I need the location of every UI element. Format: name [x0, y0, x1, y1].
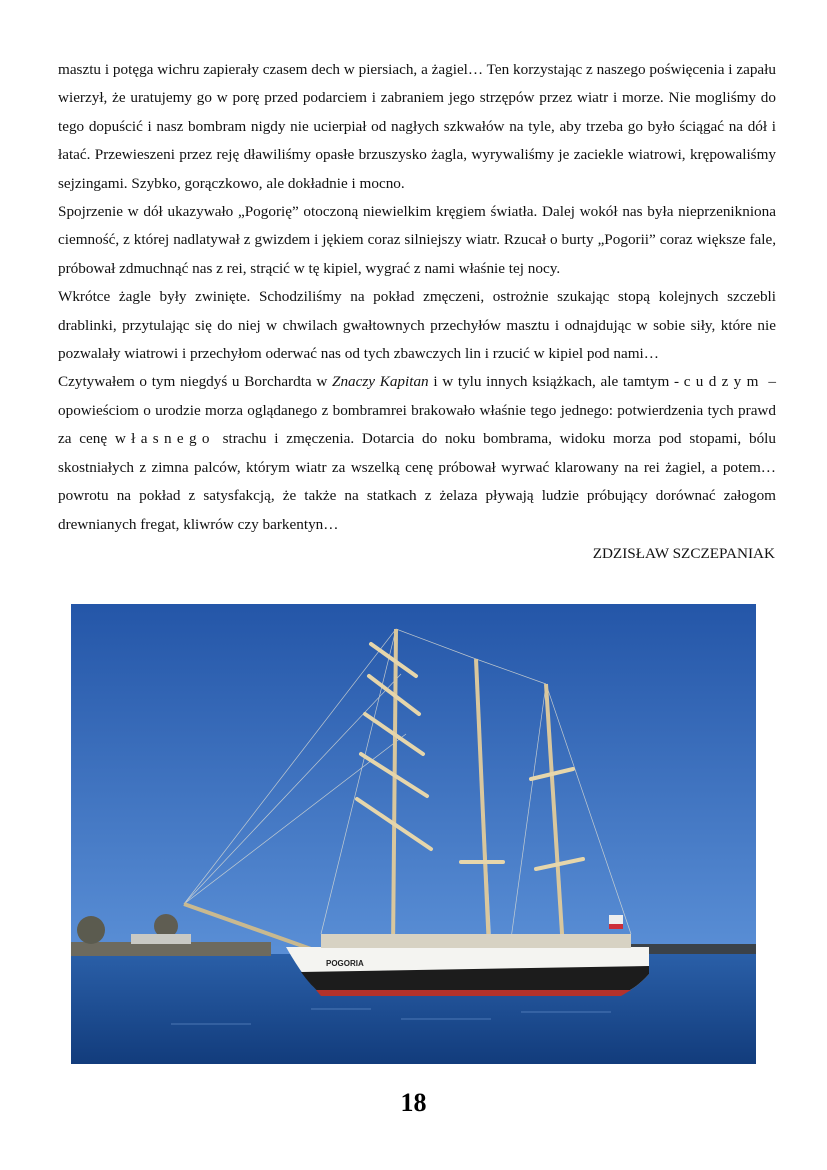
spaced-word-cudzym: cudzym: [683, 373, 764, 391]
book-title: Znaczy Kapitan: [332, 373, 429, 391]
ship-photo: [71, 604, 756, 1064]
article-text: [58, 56, 776, 539]
paragraph-4: [58, 368, 776, 538]
sky: [71, 604, 756, 956]
flag: [609, 915, 623, 924]
paragraph-4-part-d: strachu i zmęczenia. Dotarcia do noku bombrama, widoku morza pod stopami, bólu skostniałych z zimna palców, którym wiatr za wszelką cenę próbował wyrwać klarowany na rei żagiel, a potem… powrotu na pokład z satysfakcją, że także na statkach z żelaza pływają ludzie próbujący dorównać załogom drewnianych fregat, kliwrów czy barkentyn…: [58, 430, 776, 533]
paragraph-3: Wkrótce żagle były zwinięte. Schodziliśmy na pokład zmęczeni, ostrożnie szukając stopą kolejnych szczebli drablinki, przytulając się do niej w chwilach gwałtownych przechyłów masztu i odnajdując w sobie siły, które nie pozwalały wiatrowi i przechyłom oderwać nas od tych zbawczych lin i rzucić w kipiel pod nami…: [58, 288, 776, 363]
author-signature: ZDZISŁAW SZCZEPANIAK: [592, 545, 775, 562]
paragraph-4-part-b: i w tylu innych książkach, ale tamtym -: [428, 373, 684, 391]
ship-hull: [286, 934, 649, 996]
ship-name-label: POGORIA: [326, 959, 364, 968]
paragraph-1: masztu i potęga wichru zapierały czasem dech w piersiach, a żagiel… Ten korzystając z naszego poświęcenia i zapału wierzył, że uratujemy go w porę przed podarciem i zabraniem jego strzępów przez wiatr i morze. Nie mogliśmy do tego dopuścić i nasz bombram nigdy nie ucierpiał od nagłych szkwałów na tyle, aby trzeba go było ściągać na dół i łatać. Przewieszeni przez reję dławiliśmy opasłe brzuszysko żagla, wyrywaliśmy je zaciekle wiatrowi, krępowaliśmy sejzingami. Szybko, gorączkowo, ale dokładnie i mocno.: [58, 61, 776, 192]
page-number: 18: [400, 1088, 427, 1117]
paragraph-4-part-c: – opowieściom o urodzie morza oglądanego z bombramrei brakowało właśnie tego jednego: potwierdzenia tych prawd za cenę: [58, 373, 777, 448]
paragraph-4-part-a: Czytywałem o tym niegdyś u Borchardta w: [58, 373, 332, 391]
spaced-word-wlasnego: własnego: [114, 430, 215, 448]
paragraph-2: Spojrzenie w dół ukazywało „Pogorię” otoczoną niewielkim kręgiem światła. Dalej wokół nas była nieprzenikniona ciemność, z której nadlatywał z gwizdem i jękiem coraz silniejszy wiatr. Rzucał o burty „Pogorii” coraz większe fale, próbował zdmuchnąć nas z rei, strącić w tę kipiel, wygrać z nami właśnie tej nocy.: [58, 203, 776, 277]
